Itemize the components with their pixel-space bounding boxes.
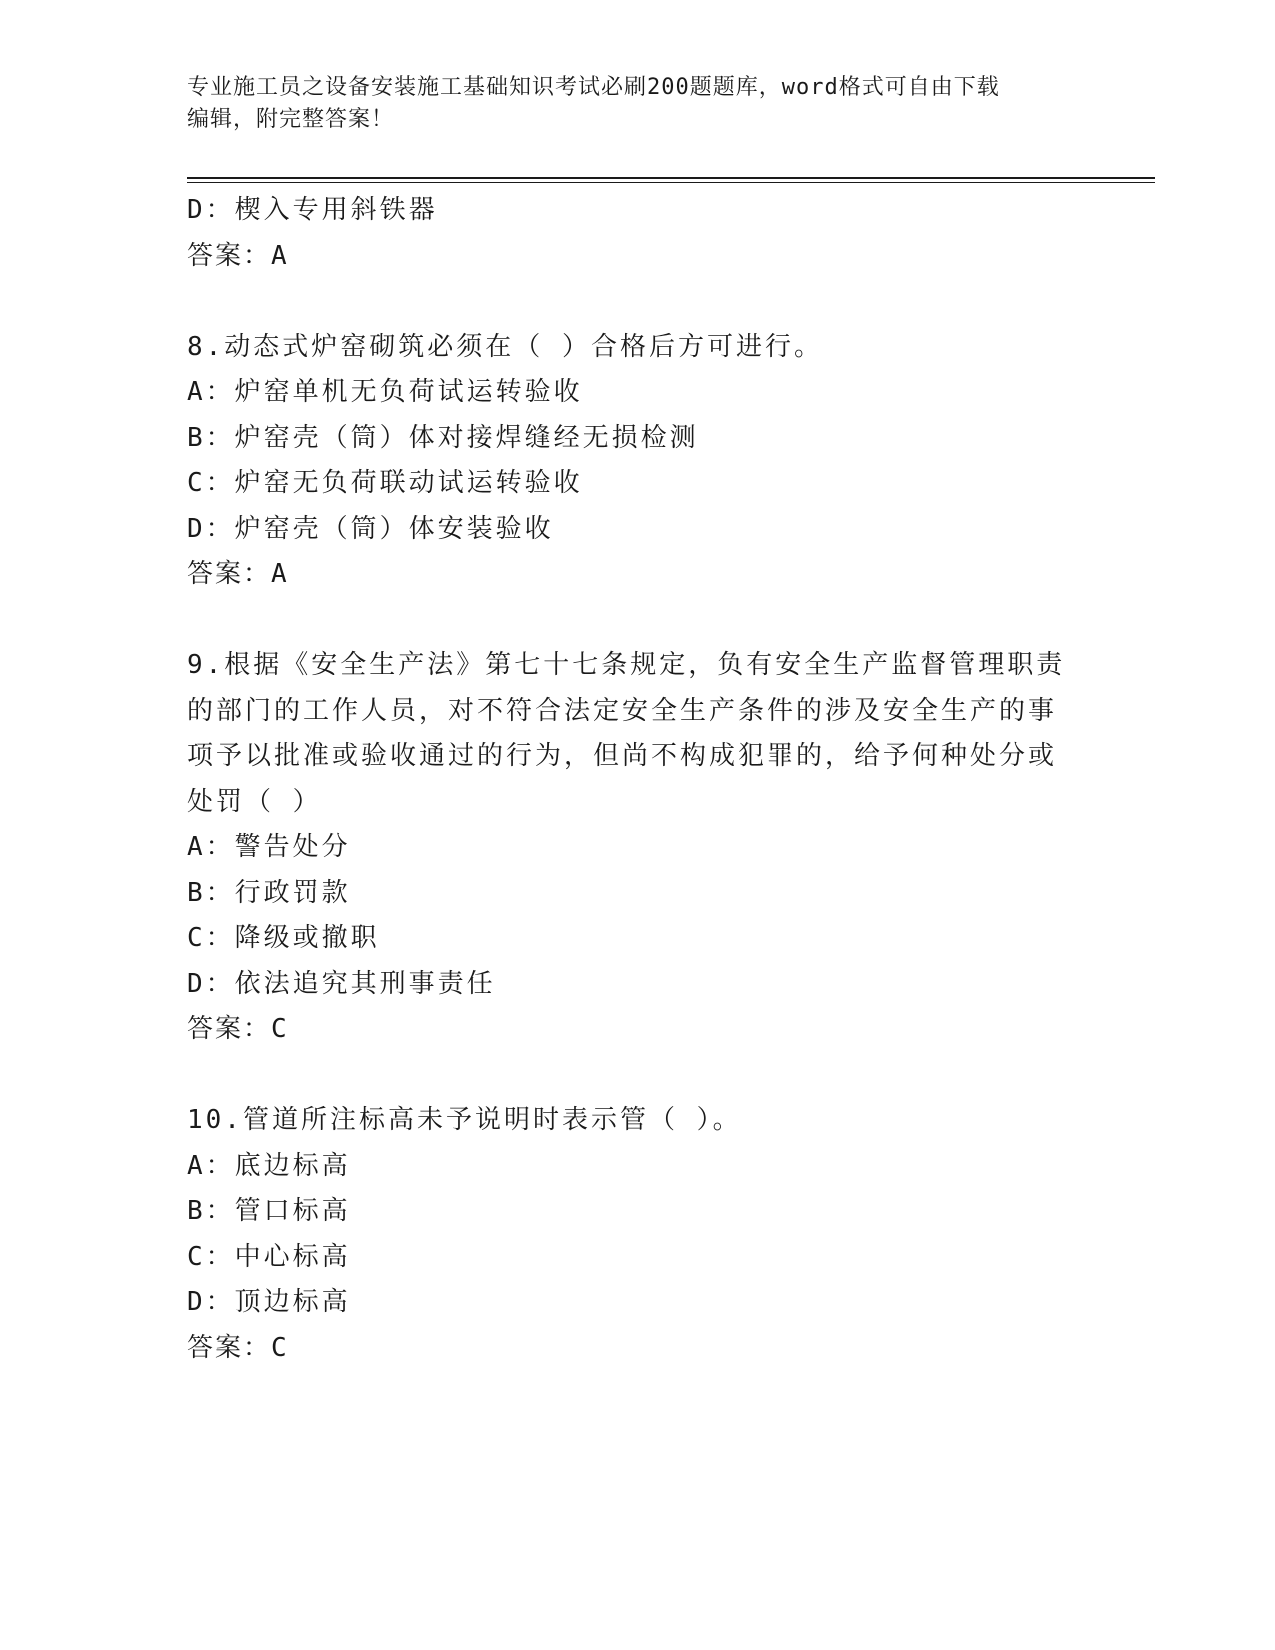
question-9 xyxy=(187,643,1067,1053)
option-b: B：炉窑壳（筒）体对接焊缝经无损检测 xyxy=(187,422,699,453)
option-c: C：炉窑无负荷联动试运转验收 xyxy=(187,468,583,498)
option-d: D：楔入专用斜铁器 xyxy=(187,195,438,225)
question-stem: 10.管道所注标高未予说明时表示管（ ）。 xyxy=(187,1105,742,1135)
option-b: B：行政罚款 xyxy=(187,877,351,908)
question-stem: 8.动态式炉窑砌筑必须在（ ）合格后方可进行。 xyxy=(187,331,823,362)
question-7-tail xyxy=(187,188,1067,279)
question-stem-line-3: 项予以批准或验收通过的行为，但尚不构成犯罪的，给予何种处分或 xyxy=(187,741,1058,771)
option-c: C：中心标高 xyxy=(187,1241,351,1272)
question-10 xyxy=(187,1098,1067,1371)
question-stem-line-1: 9.根据《安全生产法》第七十七条规定，负有安全生产监督管理职责 xyxy=(187,650,1066,680)
option-a: A：底边标高 xyxy=(187,1150,351,1181)
answer: 答案：A xyxy=(187,240,289,271)
option-a: A：炉窑单机无负荷试运转验收 xyxy=(187,377,583,407)
header-divider-thin xyxy=(187,182,1155,183)
document-header xyxy=(187,72,1067,136)
option-d: D：依法追究其刑事责任 xyxy=(187,968,496,999)
option-d: D：顶边标高 xyxy=(187,1287,351,1317)
header-line-1: 专业施工员之设备安装施工基础知识考试必刷200题题库，word格式可自由下载 xyxy=(187,75,1000,100)
option-a: A：警告处分 xyxy=(187,832,351,862)
spacer xyxy=(187,1053,1067,1099)
document-body xyxy=(187,188,1067,1371)
question-8 xyxy=(187,325,1067,598)
header-line-2: 编辑，附完整答案！ xyxy=(187,107,395,132)
spacer xyxy=(187,598,1067,644)
option-c: C：降级或撤职 xyxy=(187,923,380,953)
spacer xyxy=(187,279,1067,325)
question-stem-line-4: 处罚（ ） xyxy=(187,786,322,817)
header-divider-thick xyxy=(187,177,1155,179)
answer: 答案：C xyxy=(187,1332,289,1363)
option-b: B：管口标高 xyxy=(187,1196,351,1226)
question-stem-line-2: 的部门的工作人员，对不符合法定安全生产条件的涉及安全生产的事 xyxy=(187,695,1058,726)
answer: 答案：A xyxy=(187,559,289,589)
answer: 答案：C xyxy=(187,1014,289,1044)
option-d: D：炉窑壳（筒）体安装验收 xyxy=(187,513,554,544)
